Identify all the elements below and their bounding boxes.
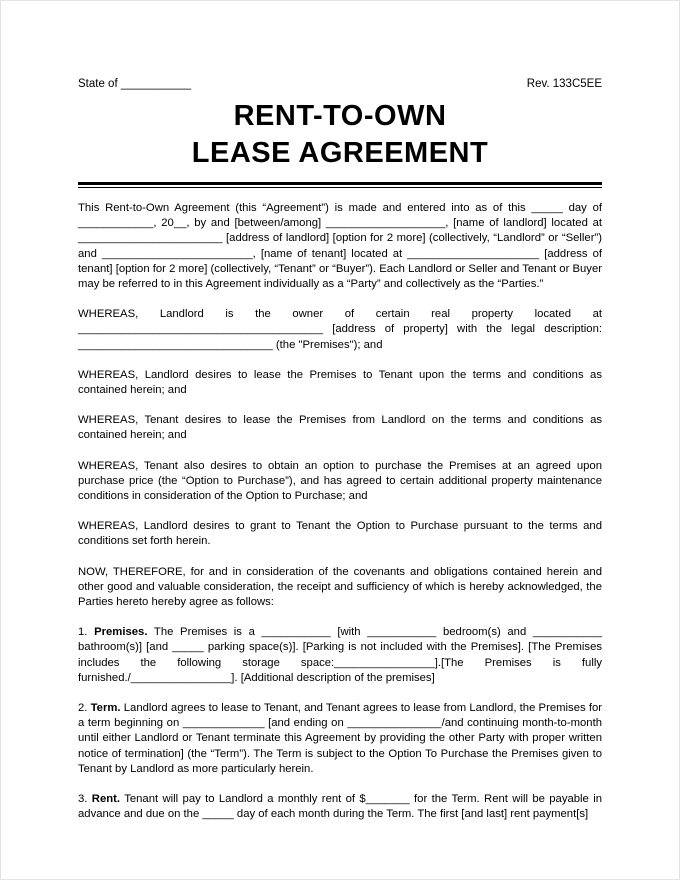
state-of-blank: State of ___________ bbox=[78, 78, 192, 90]
section-premises bbox=[78, 625, 602, 686]
section-term-number: 2. bbox=[78, 702, 91, 715]
section-premises-heading: Premises. bbox=[94, 626, 148, 639]
title-line-2: LEASE AGREEMENT bbox=[191, 137, 489, 169]
whereas-paragraph-property: WHEREAS, Landlord is the owner of certain real property located at _______________________________________ [address of property] with the legal description: _______________________________ (the "Premises"); and bbox=[78, 308, 602, 351]
section-term-heading: Term. bbox=[90, 702, 121, 715]
now-therefore-paragraph: NOW, THEREFORE, for and in consideration of the covenants and obligations contained herein and other good and valuable consideration, the receipt and sufficiency of which is hereby acknowledged, the Parties hereto hereby agree as follows: bbox=[78, 565, 602, 609]
section-premises-body: The Premises is a ___________ [with ___________ bedroom(s) and ___________ bathroom(s)] [and _____ parking space(s)]. [Parking is not included with the Premises]. [The Premises includes the following storage space:________________].[The Premises is fully furnished./________________]. [Additional description of the premises] bbox=[78, 626, 603, 684]
section-term bbox=[78, 701, 602, 777]
document-title bbox=[78, 98, 602, 172]
whereas-paragraph-grant-option: WHEREAS, Landlord desires to grant to Tenant the Option to Purchase pursuant to the terms and conditions set forth herein. bbox=[78, 520, 602, 548]
section-rent-number: 3. bbox=[78, 793, 92, 806]
title-divider-rule bbox=[78, 182, 602, 188]
section-premises-number: 1. bbox=[78, 626, 95, 639]
section-rent-heading: Rent. bbox=[91, 793, 121, 806]
section-rent bbox=[78, 792, 602, 822]
whereas-paragraph-option-to-purchase: WHEREAS, Tenant also desires to obtain an option to purchase the Premises at an agreed upon purchase price (the “Option to Purchase”), and has agreed to certain additional property maintenance conditions in consideration of the Option to Purchase; and bbox=[78, 459, 602, 503]
document-header bbox=[78, 77, 602, 91]
intro-paragraph: This Rent-to-Own Agreement (this “Agreement”) is made and entered into as of this _____ day of ____________, 20__, by and [between/among] ___________________, [name of landlord] located at _______________________ [address of landlord] [option for 2 more] (collectively, “Landlord” or “Seller”) and ________________________, [name of tenant] located at _____________________ [address of tenant] [option for 2 more] (collectively, “Tenant” or “Buyer”). Each Landlord or Seller and Tenant or Buyer may be referred to in this Agreement individually as a “Party” and collectively as the “Parties.” bbox=[78, 202, 602, 291]
section-rent-body: Tenant will pay to Landlord a monthly rent of $_______ for the Term. Rent will be payable in advance and due on the _____ day of each month during the Term. The first [and last] rent payment[s] bbox=[78, 793, 602, 821]
revision-label: Rev. 133C5EE bbox=[526, 78, 602, 90]
whereas-paragraph-landlord-lease: WHEREAS, Landlord desires to lease the Premises to Tenant upon the terms and conditions as contained herein; and bbox=[78, 368, 602, 397]
whereas-paragraph-tenant-lease: WHEREAS, Tenant desires to lease the Premises from Landlord on the terms and conditions as contained herein; and bbox=[78, 414, 602, 442]
section-term-body: Landlord agrees to lease to Tenant, and Tenant agrees to lease from Landlord, the Premises for a term beginning on _____________ [and ending on _______________/and continuing month-to-month until either Landlord or Tenant terminate this Agreement by providing the other Party with proper written notice of termination] (the “Term”). The Term is subject to the Option To Purchase the Premises given to Tenant by Landlord as more particularly herein. bbox=[78, 702, 603, 775]
title-line-1: RENT-TO-OWN bbox=[233, 100, 447, 132]
